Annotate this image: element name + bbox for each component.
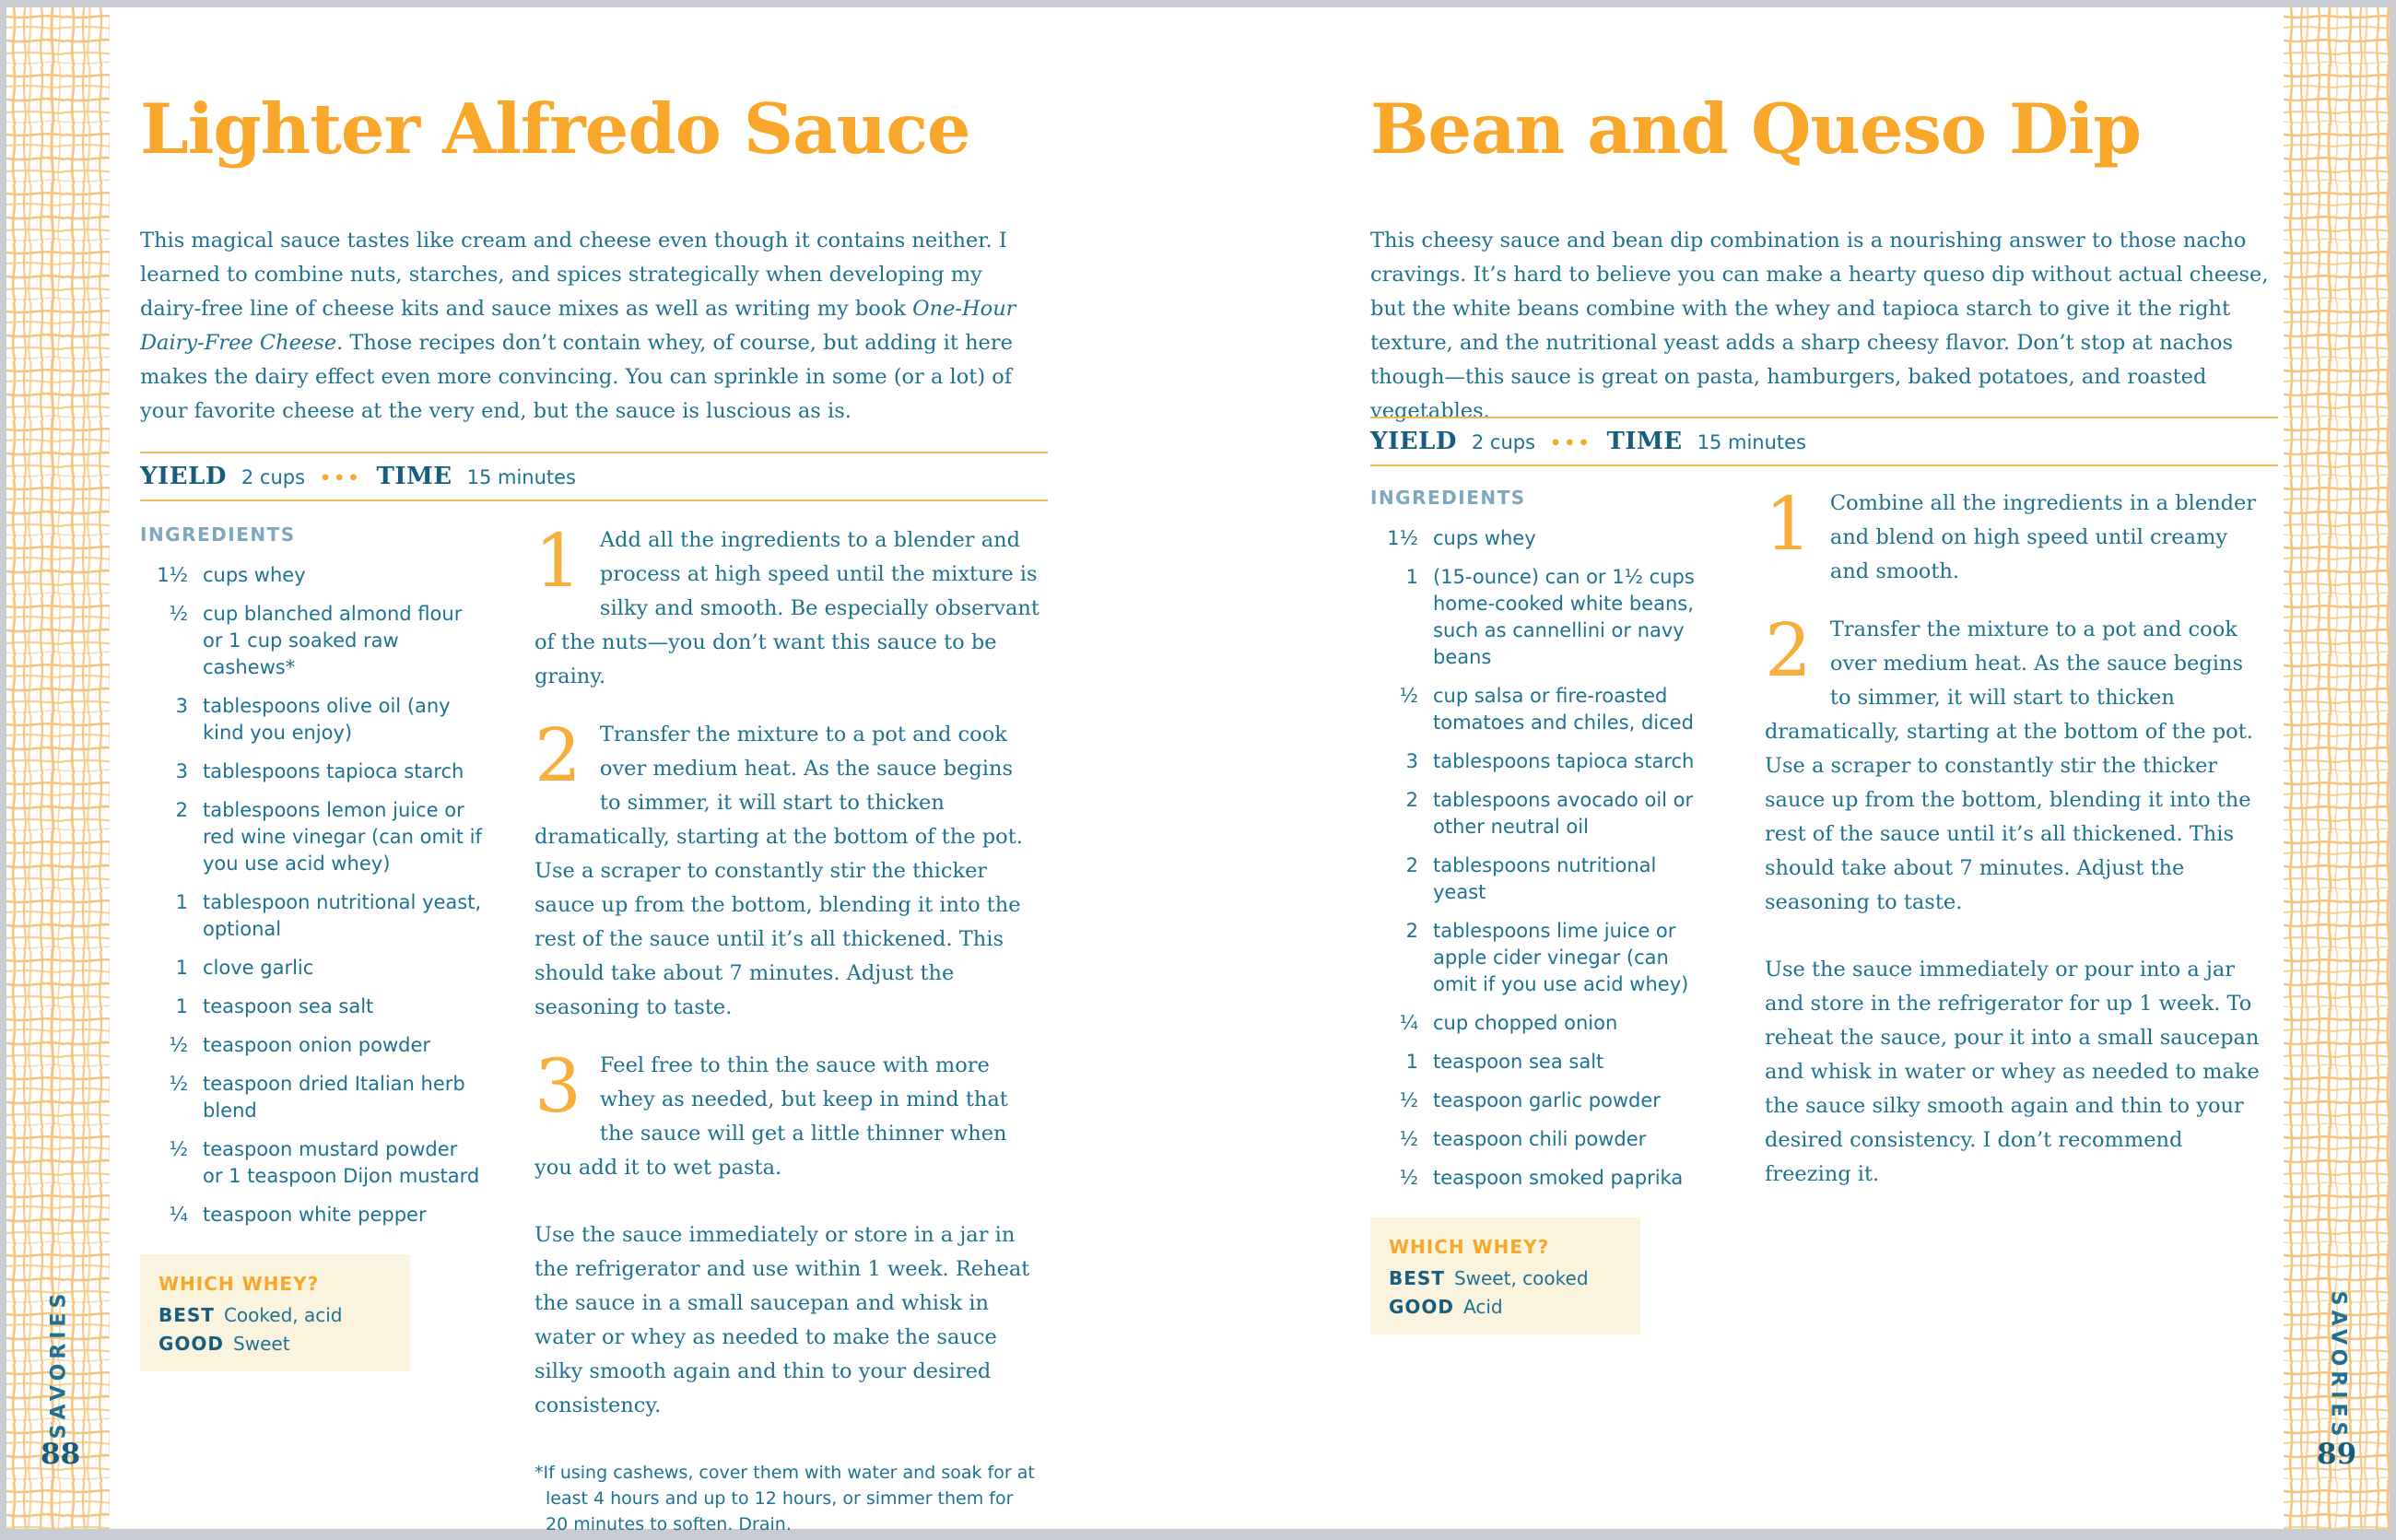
recipe-title: Lighter Alfredo Sauce (140, 88, 970, 170)
ingredients-column (1370, 487, 1713, 1334)
ingredient-text: teaspoon onion powder (203, 1034, 431, 1056)
best-label: BEST (1389, 1267, 1445, 1289)
step-number: 1 (1765, 487, 1812, 567)
steps-column (1765, 487, 2270, 1334)
separator-dots-icon: ••• (320, 468, 362, 488)
footnote: *If using cashews, cover them with water and soak for at least 4 hours and up to 12 hours, or simmer them for 20 minutes to soften. Drain. (534, 1463, 1035, 1534)
intro-book-title: One-Hour Dairy-Free Cheese (140, 297, 1016, 355)
storage-paragraph: Use the sauce immediately or store in a jar in the refrigerator and use within 1 week. Reheat the sauce in a small saucepan and whisk in water or whey as needed to make the sauce silky smooth again and thin to your desired consistency. (534, 1223, 1030, 1417)
recipe-step (1765, 487, 2270, 589)
time-label: TIME (1606, 428, 1683, 455)
recipe-page-left (140, 0, 1048, 1540)
ingredient-qty: 1 (1405, 566, 1418, 588)
ingredient-row (140, 1071, 483, 1124)
ingredient-row (140, 562, 483, 589)
ingredient-row (1370, 918, 1713, 998)
ingredient-text: tablespoons lime juice or apple cider vinegar (can omit if you use acid whey) (1433, 920, 1689, 995)
yield-time-bar (1370, 417, 2278, 466)
step-number: 1 (534, 523, 581, 604)
recipe-intro (1370, 224, 2278, 429)
storage-paragraph: Use the sauce immediately or pour into a jar and store in the refrigerator for up 1 week. To reheat the sauce, pour it into a small saucepan and whisk in water or whey as needed to make the sauce silky smooth again and thin to your desired consistency. I don’t recommend freezing it. (1765, 958, 2260, 1186)
section-label-right: SAVORIES (2326, 1290, 2350, 1441)
ingredient-row (1370, 1010, 1713, 1037)
ingredient-row (140, 601, 483, 681)
steps-column (534, 523, 1039, 1540)
ingredient-row (140, 1032, 483, 1059)
separator-dots-icon: ••• (1550, 433, 1592, 453)
ingredient-row (140, 693, 483, 746)
ingredients-heading: INGREDIENTS (1370, 487, 1526, 509)
intro-text: This magical sauce tastes like cream and cheese even though it contains neither. I learned to combine nuts, starches, and spices strategically when developing my dairy-free line of cheese kits and sauce mixes as well as writing my book (140, 229, 1007, 321)
yield-time-bar (140, 452, 1048, 501)
ingredient-row (140, 889, 483, 943)
ingredient-text: clove garlic (203, 957, 314, 979)
ingredient-row (1370, 748, 1713, 775)
recipe-columns (1370, 487, 2278, 1334)
good-value: Sweet (233, 1333, 290, 1355)
ingredients-heading: INGREDIENTS (140, 523, 296, 546)
ingredient-row (1370, 525, 1713, 552)
ingredient-row (1370, 1165, 1713, 1192)
ingredient-qty: 1 (1405, 1051, 1418, 1073)
ingredient-text: teaspoon chili powder (1433, 1128, 1647, 1150)
step-text: Add all the ingredients to a blender and process at high speed until the mixture is silky and smooth. Be especially observant of the nuts—you don’t want this sauce to be grainy. (534, 528, 1039, 688)
ingredient-text: teaspoon garlic powder (1433, 1089, 1661, 1111)
yield-label: YIELD (1370, 428, 1457, 455)
ingredient-text: cup chopped onion (1433, 1012, 1618, 1034)
best-label: BEST (159, 1304, 215, 1326)
step-number: 2 (534, 718, 581, 798)
ingredient-row (140, 1202, 483, 1228)
ingredient-text: cups whey (203, 564, 306, 586)
ingredient-qty: ½ (1399, 1089, 1418, 1111)
ingredient-row (140, 758, 483, 785)
ingredient-text: (15-ounce) can or 1½ cups home-cooked white beans, such as cannellini or navy beans (1433, 566, 1695, 668)
best-value: Sweet, cooked (1453, 1267, 1589, 1289)
ingredient-row (1370, 852, 1713, 906)
which-whey-good-row (159, 1333, 392, 1355)
ingredient-text: cup blanched almond flour or 1 cup soaked raw cashews* (203, 603, 463, 678)
ingredient-text: tablespoons tapioca starch (203, 760, 464, 782)
ingredient-row (1370, 1126, 1713, 1153)
ingredient-qty: ½ (1399, 685, 1418, 707)
ingredient-text: teaspoon white pepper (203, 1204, 427, 1226)
ingredient-row (1370, 1049, 1713, 1076)
ingredient-text: teaspoon smoked paprika (1433, 1167, 1684, 1189)
ingredient-text: tablespoons olive oil (any kind you enjoy) (203, 695, 451, 744)
which-whey-best-row (1389, 1267, 1622, 1289)
ingredient-row (1370, 683, 1713, 736)
frame-left (0, 0, 6, 1540)
which-whey-best-row (159, 1304, 392, 1326)
ingredient-row (140, 955, 483, 982)
recipe-step (1765, 613, 2270, 920)
good-label: GOOD (159, 1333, 225, 1355)
which-whey-heading: WHICH WHEY? (159, 1273, 320, 1295)
page-number-left: 88 (41, 1438, 81, 1471)
step-text: Transfer the mixture to a pot and cook over medium heat. As the sauce begins to simmer, it will start to thicken dramatically, starting at the bottom of the pot. Use a scraper to constantly stir the thicker sauce up from the bottom, blending it into the rest of the sauce until it’s all thickened. This should take about 7 minutes. Adjust the seasoning to taste. (1765, 617, 2253, 914)
yield-value: 2 cups (241, 466, 306, 488)
ingredient-qty: ½ (169, 603, 188, 625)
ingredient-qty: 1 (175, 995, 188, 1017)
frame-right (2390, 0, 2396, 1540)
page-number-right: 89 (2317, 1438, 2357, 1471)
ingredient-qty: ½ (1399, 1128, 1418, 1150)
ingredient-qty: 1 (175, 891, 188, 913)
ingredient-text: tablespoon nutritional yeast, optional (203, 891, 482, 940)
ingredient-qty: 2 (1405, 789, 1418, 811)
intro-text: This cheesy sauce and bean dip combination is a nourishing answer to those nacho cravings. It’s hard to believe you can make a hearty queso dip without actual cheese, but the white beans combine with the whey and tapioca starch to give it the right texture, and the nutritional yeast adds a sharp cheesy flavor. Don’t stop at nachos though—this sauce is great on pasta, hamburgers, baked potatoes, and roasted vegetables. (1370, 229, 2269, 423)
ingredient-qty: ¼ (169, 1204, 188, 1226)
yield-value: 2 cups (1471, 431, 1536, 453)
step-text: Feel free to thin the sauce with more whey as needed, but keep in mind that the sauce will get a little thinner when you add it to wet pasta. (534, 1053, 1008, 1180)
ingredient-qty: ½ (169, 1073, 188, 1095)
good-label: GOOD (1389, 1296, 1455, 1318)
ingredients-column (140, 523, 483, 1540)
ingredient-text: tablespoons tapioca starch (1433, 750, 1695, 772)
ingredient-text: tablespoons avocado oil or other neutral oil (1433, 789, 1694, 838)
ingredient-qty: 1½ (157, 564, 188, 586)
recipe-page-right (1370, 0, 2278, 1540)
ingredient-text: tablespoons nutritional yeast (1433, 854, 1657, 903)
ingredient-text: teaspoon sea salt (1433, 1051, 1604, 1073)
recipe-step (534, 1049, 1039, 1185)
which-whey-box (140, 1254, 410, 1371)
intro-text: . Those recipes don’t contain whey, of course, but adding it here makes the dairy effect even more convincing. You can sprinkle in some (or a lot) of your favorite cheese at the very end, but the sauce is luscious as is. (140, 331, 1013, 423)
ingredient-row (140, 1136, 483, 1190)
step-number: 2 (1765, 613, 1812, 693)
best-value: Cooked, acid (223, 1304, 343, 1326)
which-whey-heading: WHICH WHEY? (1389, 1236, 1550, 1258)
yield-label: YIELD (140, 463, 227, 490)
recipe-title: Bean and Queso Dip (1370, 88, 2141, 170)
ingredient-qty: 1 (175, 957, 188, 979)
ingredient-text: teaspoon mustard powder or 1 teaspoon Dijon mustard (203, 1138, 480, 1187)
ingredient-qty: 2 (1405, 920, 1418, 942)
recipe-step (534, 718, 1039, 1025)
ingredient-qty: 2 (175, 799, 188, 821)
ingredient-qty: ½ (1399, 1167, 1418, 1189)
ingredient-qty: ¼ (1399, 1012, 1418, 1034)
time-value: 15 minutes (1697, 431, 1806, 453)
ingredient-qty: 2 (1405, 854, 1418, 876)
ingredient-row (1370, 564, 1713, 671)
ingredient-row (140, 797, 483, 877)
which-whey-good-row (1389, 1296, 1622, 1318)
ingredient-row (1370, 1087, 1713, 1114)
recipe-columns (140, 523, 1048, 1540)
recipe-intro (140, 224, 1048, 429)
ingredient-qty: 1½ (1387, 527, 1418, 549)
time-value: 15 minutes (466, 466, 576, 488)
step-text: Transfer the mixture to a pot and cook over medium heat. As the sauce begins to simmer, it will start to thicken dramatically, starting at the bottom of the pot. Use a scraper to constantly stir the thicker sauce up from the bottom, blending it into the rest of the sauce until it’s all thickened. This should take about 7 minutes. Adjust the seasoning to taste. (534, 723, 1023, 1019)
ingredient-text: cup salsa or fire-roasted tomatoes and chiles, diced (1433, 685, 1694, 734)
ingredient-row (1370, 787, 1713, 841)
ingredient-qty: 3 (175, 760, 188, 782)
time-label: TIME (376, 463, 452, 490)
step-text: Combine all the ingredients in a blender and blend on high speed until creamy and smooth. (1829, 491, 2257, 583)
ingredient-text: teaspoon dried Italian herb blend (203, 1073, 465, 1122)
which-whey-box (1370, 1217, 1640, 1334)
recipe-step (534, 523, 1039, 694)
ingredient-text: tablespoons lemon juice or red wine vinegar (can omit if you use acid whey) (203, 799, 482, 875)
good-value: Acid (1463, 1296, 1503, 1318)
ingredient-qty: 3 (1405, 750, 1418, 772)
ingredient-row (140, 993, 483, 1020)
ingredient-text: teaspoon sea salt (203, 995, 374, 1017)
ingredient-qty: 3 (175, 695, 188, 717)
step-number: 3 (534, 1049, 581, 1129)
ingredient-qty: ½ (169, 1138, 188, 1160)
ingredient-text: cups whey (1433, 527, 1536, 549)
ingredient-qty: ½ (169, 1034, 188, 1056)
section-label-left: SAVORIES (47, 1288, 71, 1440)
